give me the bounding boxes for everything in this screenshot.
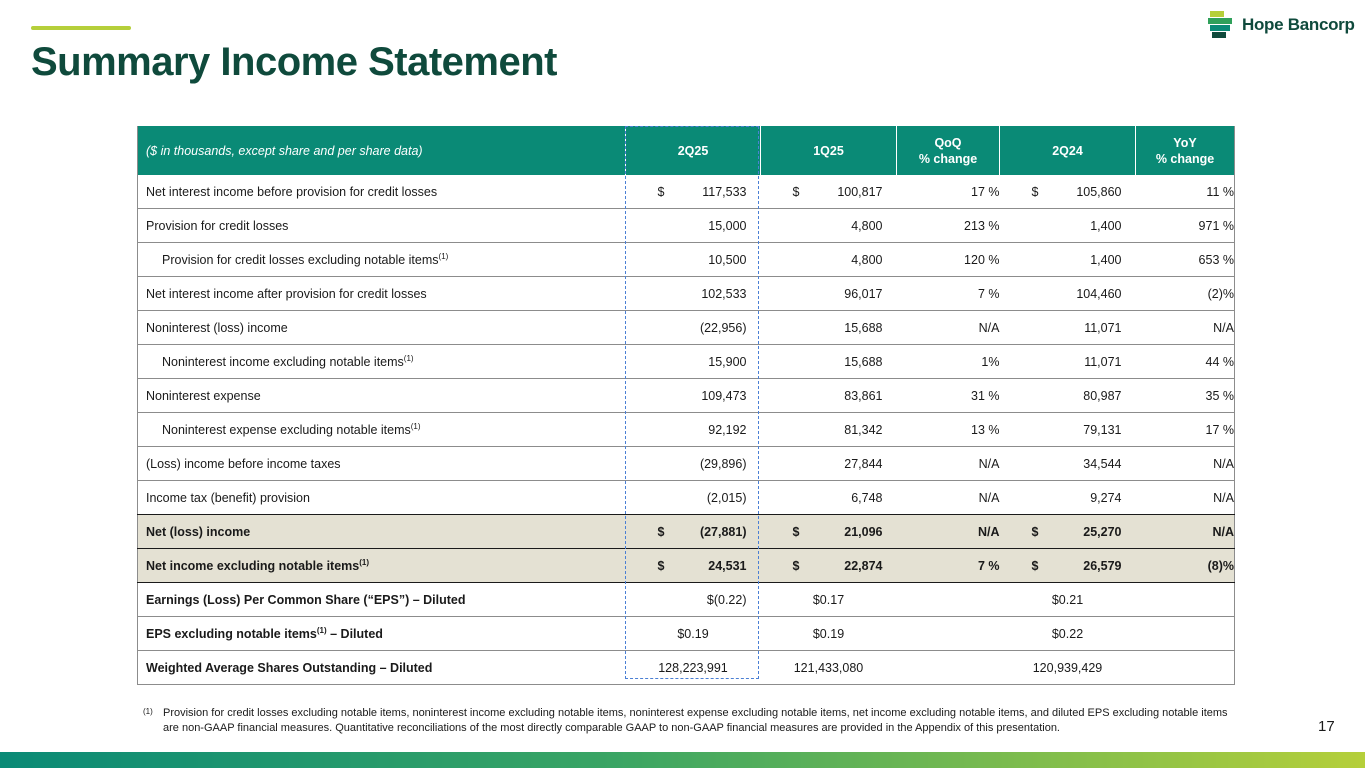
- table-cell: 10,500: [626, 243, 761, 277]
- table-cell: 17 %: [1136, 413, 1235, 447]
- hope-bancorp-logo-icon: [1208, 11, 1236, 39]
- table-cell: Income tax (benefit) provision: [138, 481, 626, 515]
- table-cell: (2)%: [1136, 277, 1235, 311]
- table-cell: (2,015): [626, 481, 761, 515]
- table-cell: $ (27,881): [626, 515, 761, 549]
- table-cell: (Loss) income before income taxes: [138, 447, 626, 481]
- table-cell: 34,544: [1000, 447, 1136, 481]
- table-cell: N/A: [897, 311, 1000, 345]
- logo-text: Hope Bancorp: [1242, 15, 1355, 34]
- table-cell: 11 %: [1136, 175, 1235, 209]
- page-title: Summary Income Statement: [31, 40, 557, 84]
- table-cell: 971 %: [1136, 209, 1235, 243]
- table-cell: $ 21,096: [761, 515, 897, 549]
- table-cell: 27,844: [761, 447, 897, 481]
- table-cell: 15,900: [626, 345, 761, 379]
- table-cell: (29,896): [626, 447, 761, 481]
- table-row: [138, 583, 1235, 617]
- table-cell: 92,192: [626, 413, 761, 447]
- table-cell: Noninterest income excluding notable items$^{(1)}$: [138, 345, 626, 379]
- table-cell: Noninterest expense excluding notable items$^{(1)}$: [138, 413, 626, 447]
- table-cell: 4,800: [761, 209, 897, 243]
- table-cell: 13 %: [897, 413, 1000, 447]
- footnote-marker: (1): [143, 707, 153, 716]
- table-cell: [897, 617, 1000, 651]
- table-row: [138, 379, 1235, 413]
- table-cell: Noninterest expense: [138, 379, 626, 413]
- table-cell: 7 %: [897, 277, 1000, 311]
- table-cell: $ 105,860: [1000, 175, 1136, 209]
- table-row: [138, 617, 1235, 651]
- header-2q25: 2Q25: [626, 126, 761, 175]
- table-cell: 80,987: [1000, 379, 1136, 413]
- table-cell: Earnings (Loss) Per Common Share (“EPS”) – Diluted: [138, 583, 626, 617]
- table-cell: 35 %: [1136, 379, 1235, 413]
- table-cell: [1136, 617, 1235, 651]
- table-cell: [897, 583, 1000, 617]
- table-cell: $0.17: [761, 583, 897, 617]
- table-cell: 9,274: [1000, 481, 1136, 515]
- table-cell: 4,800: [761, 243, 897, 277]
- table-cell: 213 %: [897, 209, 1000, 243]
- table-cell: 104,460: [1000, 277, 1136, 311]
- table-cell: $0.22: [1000, 617, 1136, 651]
- table-row: [138, 243, 1235, 277]
- table-row: [138, 447, 1235, 481]
- table-cell: 120 %: [897, 243, 1000, 277]
- table-cell: $ 117,533: [626, 175, 761, 209]
- table-cell: Net (loss) income: [138, 515, 626, 549]
- table-cell: $ 24,531: [626, 549, 761, 583]
- table-cell: 15,688: [761, 345, 897, 379]
- table-cell: $ 26,579: [1000, 549, 1136, 583]
- income-statement-table: [137, 126, 1235, 685]
- table-row-net-income-excl: [138, 549, 1235, 583]
- table-cell: 6,748: [761, 481, 897, 515]
- table-row: [138, 209, 1235, 243]
- table-cell: EPS excluding notable items$^{(1)}$ – Diluted: [138, 617, 626, 651]
- table-cell: N/A: [897, 447, 1000, 481]
- table-cell: Provision for credit losses: [138, 209, 626, 243]
- table-cell: 1%: [897, 345, 1000, 379]
- table-cell: [1136, 583, 1235, 617]
- table-cell: N/A: [1136, 447, 1235, 481]
- table-cell: $(0.22): [626, 583, 761, 617]
- table-cell: 15,688: [761, 311, 897, 345]
- header-yoy: YoY % change: [1136, 126, 1235, 175]
- table-cell: 81,342: [761, 413, 897, 447]
- table-cell: 11,071: [1000, 345, 1136, 379]
- table-cell: 15,000: [626, 209, 761, 243]
- table-cell: 79,131: [1000, 413, 1136, 447]
- table-cell: 121,433,080: [761, 651, 897, 685]
- table-cell: $0.21: [1000, 583, 1136, 617]
- table-cell: $0.19: [626, 617, 761, 651]
- table-cell: N/A: [897, 481, 1000, 515]
- table-cell: (22,956): [626, 311, 761, 345]
- table-cell: 31 %: [897, 379, 1000, 413]
- table-row: [138, 277, 1235, 311]
- table-row: [138, 311, 1235, 345]
- table-cell: 102,533: [626, 277, 761, 311]
- page-number: 17: [1318, 718, 1335, 735]
- table-cell: $ 22,874: [761, 549, 897, 583]
- table-cell: Net income excluding notable items$^{(1)}$: [138, 549, 626, 583]
- table-cell: Noninterest (loss) income: [138, 311, 626, 345]
- table-row: [138, 481, 1235, 515]
- table-row: [138, 413, 1235, 447]
- table-cell: 44 %: [1136, 345, 1235, 379]
- table-row: [138, 651, 1235, 685]
- table-row: [138, 345, 1235, 379]
- table-cell: $ 25,270: [1000, 515, 1136, 549]
- header-units-label: ($ in thousands, except share and per share data): [138, 126, 626, 175]
- table-cell: (8)%: [1136, 549, 1235, 583]
- table-cell: 1,400: [1000, 209, 1136, 243]
- table-cell: 17 %: [897, 175, 1000, 209]
- income-statement-table-container: [137, 126, 1234, 685]
- footnote-text: Provision for credit losses excluding notable items, noninterest income excluding notable items, noninterest expense excluding notable items, net income excluding notable items, and diluted EPS excluding notable items are non-GAAP financial measures. Quantitative reconciliations of the most directly comparable GAAP to non-GAAP financial measures are provided in the Appendix of this presentation.: [163, 707, 1228, 734]
- table-cell: 7 %: [897, 549, 1000, 583]
- table-cell: $ 100,817: [761, 175, 897, 209]
- table-cell: $0.19: [761, 617, 897, 651]
- company-logo: [1208, 11, 1355, 39]
- header-qoq: QoQ % change: [897, 126, 1000, 175]
- table-cell: Weighted Average Shares Outstanding – Diluted: [138, 651, 626, 685]
- table-cell: 109,473: [626, 379, 761, 413]
- table-cell: 120,939,429: [1000, 651, 1136, 685]
- table-cell: N/A: [1136, 515, 1235, 549]
- bottom-gradient-band: [0, 752, 1365, 768]
- table-cell: Net interest income before provision for credit losses: [138, 175, 626, 209]
- table-cell: 1,400: [1000, 243, 1136, 277]
- table-cell: N/A: [1136, 481, 1235, 515]
- header-1q25: 1Q25: [761, 126, 897, 175]
- table-cell: 83,861: [761, 379, 897, 413]
- table-cell: N/A: [897, 515, 1000, 549]
- header-2q24: 2Q24: [1000, 126, 1136, 175]
- table-cell: Provision for credit losses excluding notable items$^{(1)}$: [138, 243, 626, 277]
- table-row-net-income: [138, 515, 1235, 549]
- table-cell: [897, 651, 1000, 685]
- footnote: [143, 706, 1243, 736]
- table-cell: N/A: [1136, 311, 1235, 345]
- table-cell: 128,223,991: [626, 651, 761, 685]
- table-cell: [1136, 651, 1235, 685]
- table-cell: 96,017: [761, 277, 897, 311]
- table-cell: Net interest income after provision for credit losses: [138, 277, 626, 311]
- table-header-row: [138, 126, 1235, 175]
- table-cell: 653 %: [1136, 243, 1235, 277]
- table-row: [138, 175, 1235, 209]
- table-cell: 11,071: [1000, 311, 1136, 345]
- title-accent-bar: [31, 26, 131, 30]
